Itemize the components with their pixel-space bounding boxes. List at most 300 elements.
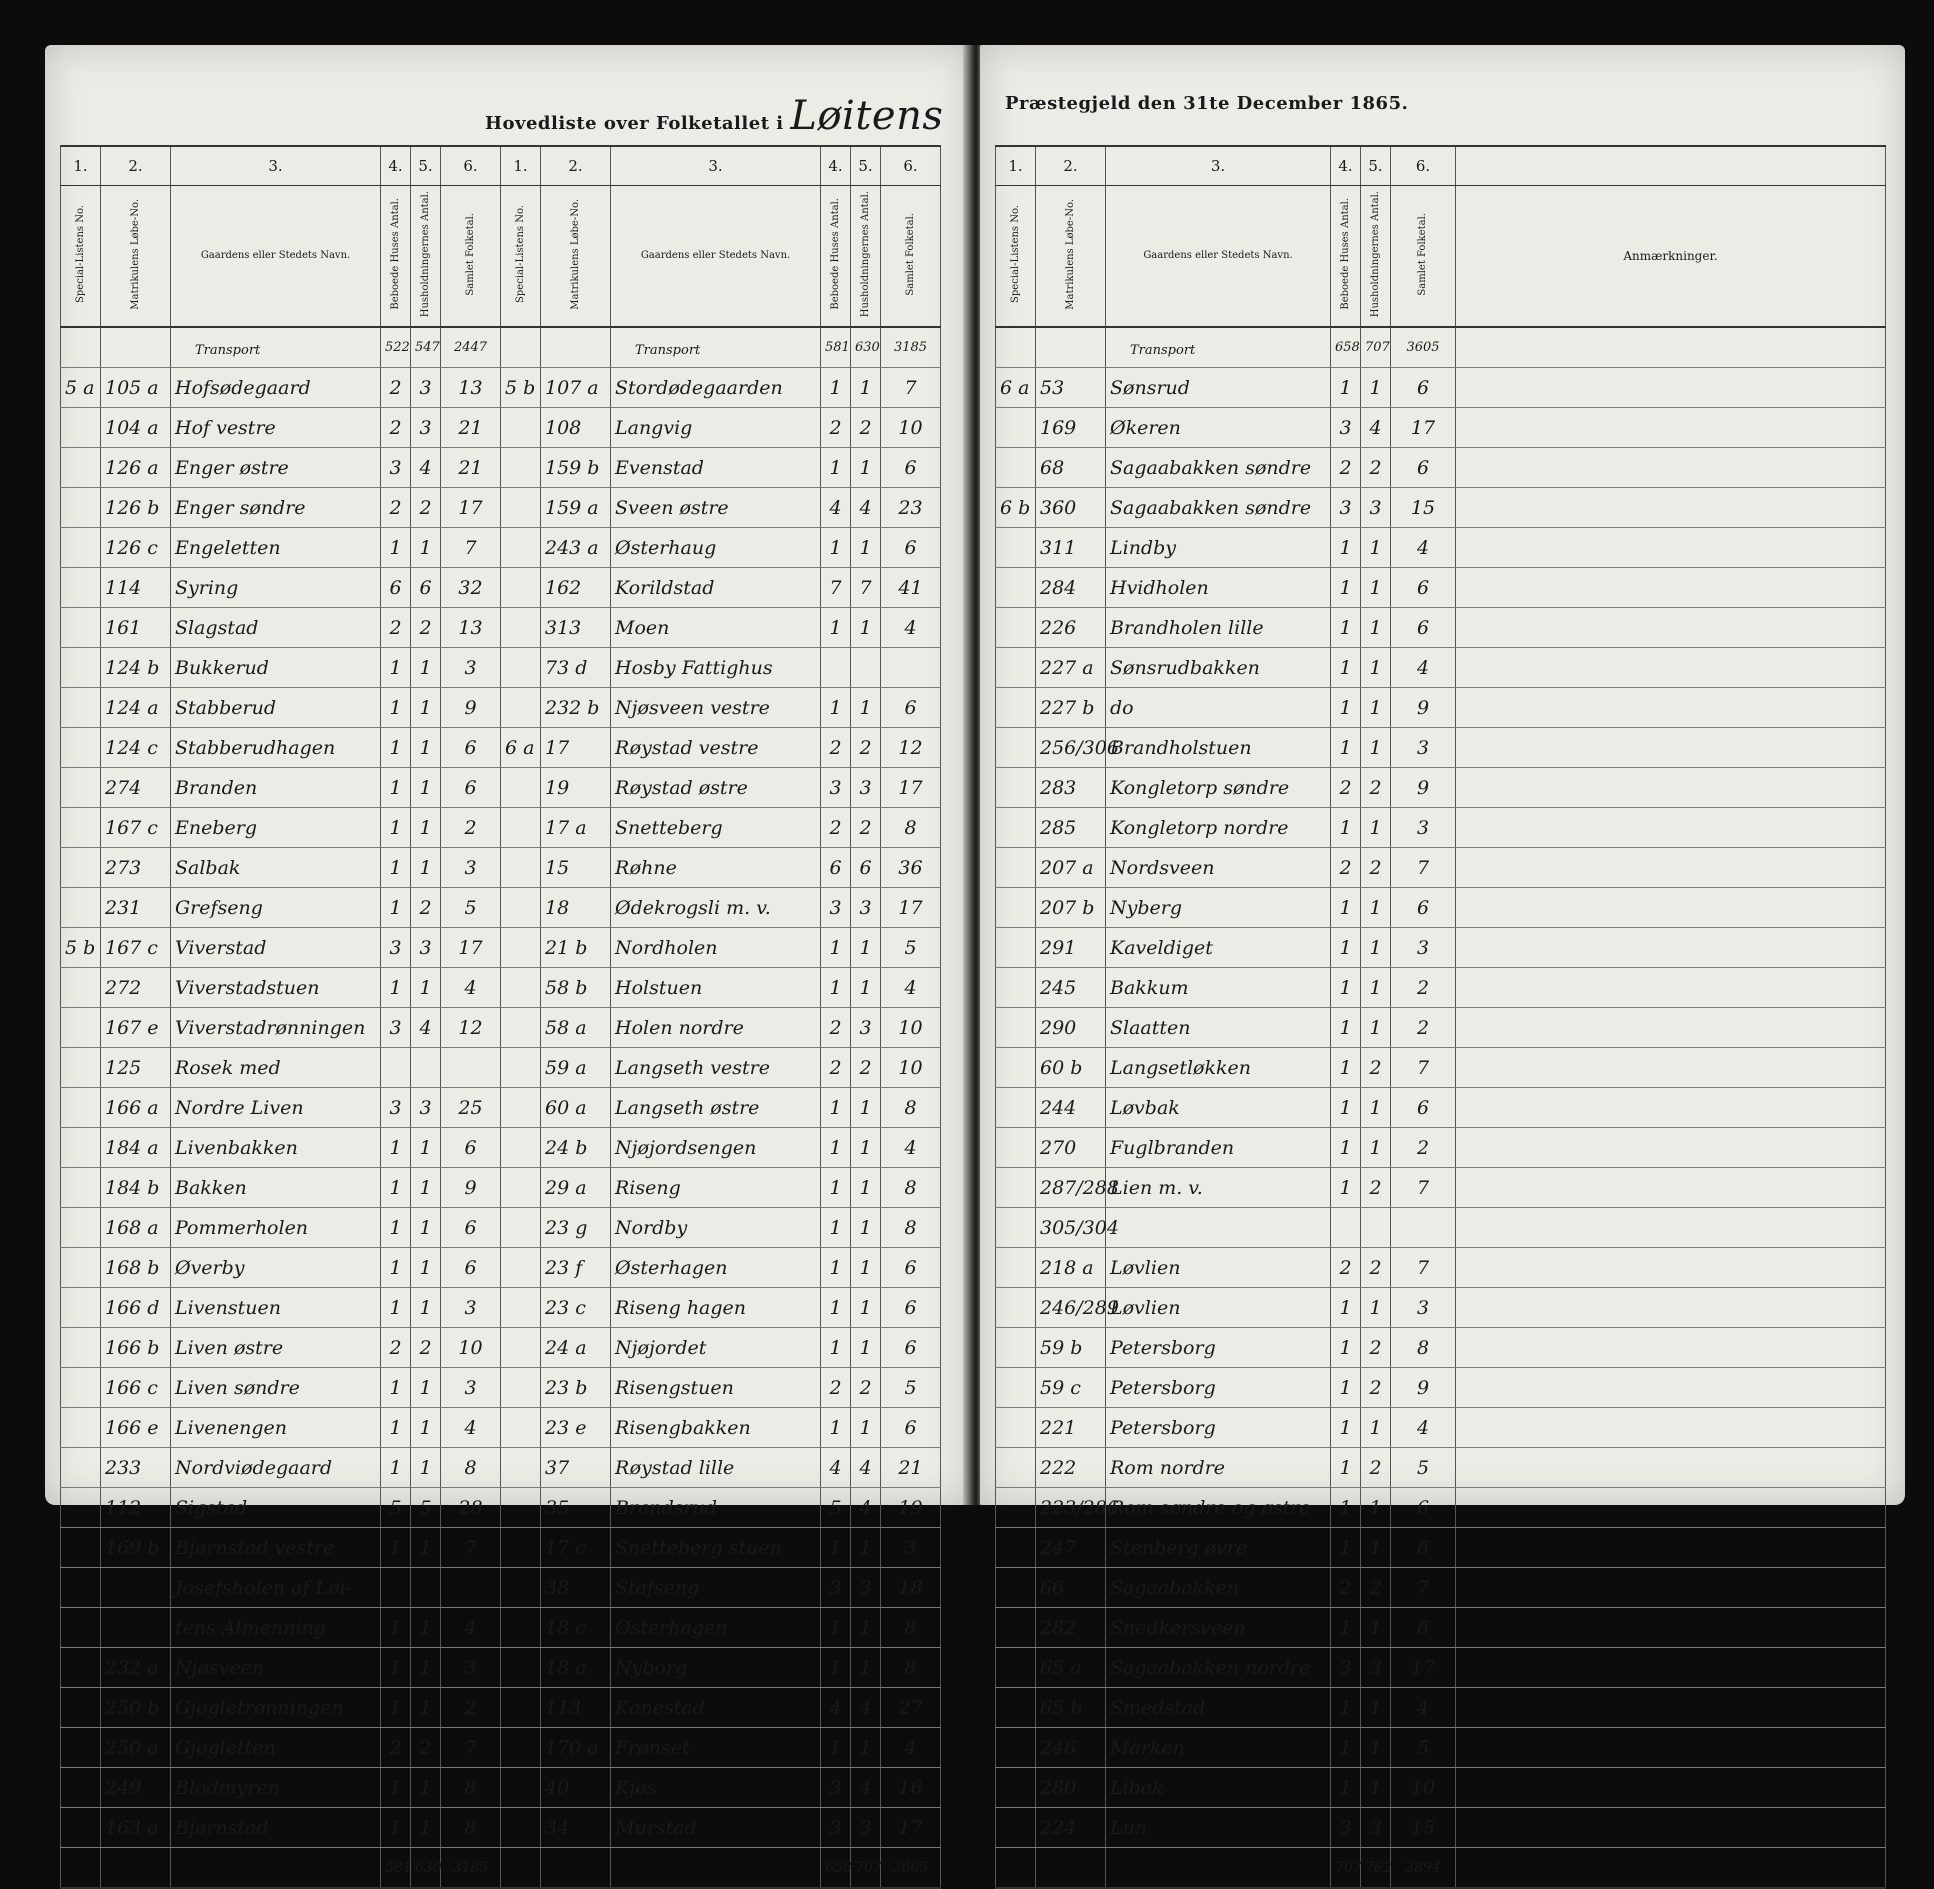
- farm-name: Livenstuen: [171, 1288, 381, 1328]
- header-right: Præstegjeld den 31te December 1865.: [1005, 93, 1409, 114]
- special-list-no: [501, 1488, 541, 1528]
- matrikel-no: 218 a: [1036, 1248, 1106, 1288]
- matrikel-no: 207 a: [1036, 848, 1106, 888]
- population-count: 7: [1391, 1248, 1456, 1288]
- farm-name: Snetteberg stuen: [611, 1528, 821, 1568]
- register-row: [996, 1208, 1886, 1248]
- farm-name: Røhne: [611, 848, 821, 888]
- register-row: [501, 648, 941, 688]
- farm-name: Østerhaug: [611, 528, 821, 568]
- special-list-no: [61, 1608, 101, 1648]
- special-list-no: [996, 1008, 1036, 1048]
- column-header-row: [501, 186, 941, 328]
- farm-name: Sagaabakken søndre: [1106, 448, 1331, 488]
- special-list-no: [996, 448, 1036, 488]
- matrikel-no: 161: [101, 608, 171, 648]
- register-row: [996, 448, 1886, 488]
- special-list-no: [61, 568, 101, 608]
- matrikel-no: [101, 1608, 171, 1648]
- households-count: 1: [411, 688, 441, 728]
- register-row: [61, 1608, 501, 1648]
- special-list-no: [61, 1208, 101, 1248]
- population-count: 9: [1391, 688, 1456, 728]
- column-header-text: Husholdningernes Antal.: [419, 190, 431, 318]
- houses-count: 3: [1331, 488, 1361, 528]
- farm-name: Josefsholen af Løi-: [171, 1568, 381, 1608]
- population-count: 6: [441, 1248, 501, 1288]
- households-count: 630: [851, 327, 881, 368]
- matrikel-no: 15: [541, 848, 611, 888]
- matrikel-no: 184 b: [101, 1168, 171, 1208]
- special-list-no: [996, 1608, 1036, 1648]
- households-count: 2: [1361, 768, 1391, 808]
- matrikel-no: 38: [541, 1568, 611, 1608]
- total-row: [61, 1848, 501, 1889]
- matrikel-no: 126 a: [101, 448, 171, 488]
- matrikel-no: 21 b: [541, 928, 611, 968]
- column-header-c1: [61, 186, 101, 328]
- special-list-no: [996, 327, 1036, 368]
- special-list-no: [501, 1648, 541, 1688]
- special-list-no: [501, 968, 541, 1008]
- population-count: 2: [441, 808, 501, 848]
- column-number: 4.: [1331, 146, 1361, 186]
- population-count: 8: [441, 1448, 501, 1488]
- houses-count: 1: [1331, 368, 1361, 408]
- households-count: 1: [851, 1128, 881, 1168]
- households-count: 1: [411, 1408, 441, 1448]
- special-list-no: [996, 528, 1036, 568]
- matrikel-no: 282: [1036, 1608, 1106, 1648]
- population-count: 21: [881, 1448, 941, 1488]
- special-list-no: [501, 1728, 541, 1768]
- houses-count: 2: [381, 368, 411, 408]
- population-total: 3605: [881, 1848, 941, 1889]
- register-row: [996, 928, 1886, 968]
- population-count: 6: [1391, 568, 1456, 608]
- matrikel-no: 18 c: [541, 1608, 611, 1648]
- farm-name: Petersborg: [1106, 1328, 1331, 1368]
- households-count: 1: [411, 1768, 441, 1808]
- register-row: [996, 368, 1886, 408]
- farm-name: Hvidholen: [1106, 568, 1331, 608]
- households-count: 1: [851, 368, 881, 408]
- population-count: 7: [881, 368, 941, 408]
- column-header-text: Samlet Folketal.: [904, 212, 916, 296]
- households-count: 1: [411, 1688, 441, 1728]
- households-count: 1: [851, 1208, 881, 1248]
- households-count: 1: [851, 1248, 881, 1288]
- matrikel-no: 35: [541, 1488, 611, 1528]
- register-row: [996, 1448, 1886, 1488]
- register-row: [61, 448, 501, 488]
- matrikel-no: 227 b: [1036, 688, 1106, 728]
- farm-name: Kanestad: [611, 1688, 821, 1728]
- households-count: 1: [1361, 888, 1391, 928]
- register-row: [61, 1288, 501, 1328]
- farm-name: Liven søndre: [171, 1368, 381, 1408]
- houses-count: [381, 1048, 411, 1088]
- farm-name: Pommerholen: [171, 1208, 381, 1248]
- farm-name: Stabberudhagen: [171, 728, 381, 768]
- households-count: [411, 1568, 441, 1608]
- matrikel-no: 124 a: [101, 688, 171, 728]
- special-list-no: [61, 728, 101, 768]
- special-list-no: [501, 688, 541, 728]
- register-row: [61, 608, 501, 648]
- column-number-row: [996, 146, 1886, 186]
- column-header-text: Gaardens eller Stedets Navn.: [640, 250, 791, 261]
- households-count: 2: [411, 1728, 441, 1768]
- farm-name: Libak: [1106, 1768, 1331, 1808]
- matrikel-no: 233: [101, 1448, 171, 1488]
- farm-name: Fuglbranden: [1106, 1128, 1331, 1168]
- farm-name: do: [1106, 688, 1331, 728]
- special-list-no: [996, 688, 1036, 728]
- population-count: 5: [441, 888, 501, 928]
- households-count: 5: [411, 1488, 441, 1528]
- houses-count: 1: [1331, 808, 1361, 848]
- houses-count: 1: [381, 1168, 411, 1208]
- houses-count: 1: [1331, 1688, 1361, 1728]
- register-row: [61, 1568, 501, 1608]
- remarks-cell: [1456, 1088, 1886, 1128]
- houses-count: 1: [821, 1528, 851, 1568]
- farm-name: Kjøs: [611, 1768, 821, 1808]
- register-row: [996, 768, 1886, 808]
- population-count: 3: [441, 1288, 501, 1328]
- population-count: 32: [441, 568, 501, 608]
- households-count: 1: [411, 1528, 441, 1568]
- remarks-cell: [1456, 848, 1886, 888]
- houses-count: 3: [381, 928, 411, 968]
- households-count: 2: [1361, 848, 1391, 888]
- farm-name: Løvbak: [1106, 1088, 1331, 1128]
- farm-name: Nordsveen: [1106, 848, 1331, 888]
- households-count: 1: [851, 1728, 881, 1768]
- column-header-text: Matrikulens Løbe-No.: [129, 198, 141, 310]
- households-count: 1: [851, 928, 881, 968]
- register-row: [996, 528, 1886, 568]
- population-count: [1391, 1208, 1456, 1248]
- households-count: 2: [851, 1048, 881, 1088]
- register-table-2: [500, 145, 941, 1889]
- houses-count: 2: [821, 808, 851, 848]
- register-row: [61, 1328, 501, 1368]
- households-count: 2: [1361, 1048, 1391, 1088]
- population-count: [441, 1048, 501, 1088]
- farm-name: Branden: [171, 768, 381, 808]
- population-count: 8: [441, 1768, 501, 1808]
- population-count: 7: [1391, 1048, 1456, 1088]
- column-header-text: Husholdningernes Antal.: [1369, 190, 1381, 318]
- farm-name: Syring: [171, 568, 381, 608]
- register-row: [61, 728, 501, 768]
- register-row: [501, 1008, 941, 1048]
- farm-name: Enger søndre: [171, 488, 381, 528]
- matrikel-no: 23 g: [541, 1208, 611, 1248]
- houses-count: 1: [381, 968, 411, 1008]
- houses-count: 1: [1331, 1488, 1361, 1528]
- farm-name: Østerhagen: [611, 1608, 821, 1648]
- households-count: 1: [1361, 1008, 1391, 1048]
- farm-name: Nordviødegaard: [171, 1448, 381, 1488]
- register-row: [501, 408, 941, 448]
- farm-name: Sagaabakken søndre: [1106, 488, 1331, 528]
- remarks-cell: [1456, 1328, 1886, 1368]
- population-count: 6: [1391, 1088, 1456, 1128]
- matrikel-no: 125: [101, 1048, 171, 1088]
- population-count: 6: [1391, 1488, 1456, 1528]
- register-row: [996, 1688, 1886, 1728]
- special-list-no: [61, 968, 101, 1008]
- population-count: 17: [1391, 1648, 1456, 1688]
- farm-name: Røystad østre: [611, 768, 821, 808]
- houses-count: 1: [821, 688, 851, 728]
- register-row: [501, 768, 941, 808]
- population-count: 3605: [1391, 327, 1456, 368]
- households-count: 1: [411, 1248, 441, 1288]
- register-table-1: [60, 145, 501, 1889]
- population-count: 2: [441, 1688, 501, 1728]
- special-list-no: [501, 1208, 541, 1248]
- matrikel-no: 207 b: [1036, 888, 1106, 928]
- matrikel-no: 105 a: [101, 368, 171, 408]
- special-list-no: [996, 1288, 1036, 1328]
- matrikel-no: 24 b: [541, 1128, 611, 1168]
- remarks-cell: [1456, 1688, 1886, 1728]
- special-list-no: [61, 1088, 101, 1128]
- register-row: [501, 1768, 941, 1808]
- households-count: 1: [1361, 648, 1391, 688]
- houses-count: 1: [821, 1728, 851, 1768]
- special-list-no: 6 a: [996, 368, 1036, 408]
- houses-total: 658: [821, 1848, 851, 1889]
- population-count: 2: [1391, 1128, 1456, 1168]
- special-list-no: [501, 448, 541, 488]
- transport-label: Transport: [195, 342, 261, 358]
- population-count: 19: [881, 1488, 941, 1528]
- households-count: 1: [851, 688, 881, 728]
- households-count: 2: [851, 808, 881, 848]
- houses-count: 1: [1331, 1408, 1361, 1448]
- population-count: 3: [881, 1528, 941, 1568]
- population-count: 4: [881, 968, 941, 1008]
- houses-count: 1: [821, 608, 851, 648]
- matrikel-no: 23 b: [541, 1368, 611, 1408]
- remarks-cell: [1456, 448, 1886, 488]
- register-row: [996, 1008, 1886, 1048]
- special-list-no: [996, 968, 1036, 1008]
- register-row: [501, 808, 941, 848]
- farm-name: Nordholen: [611, 928, 821, 968]
- households-count: 2: [1361, 1328, 1391, 1368]
- remarks-cell: [1456, 608, 1886, 648]
- column-header-text: Special-Listens No.: [1009, 205, 1021, 303]
- matrikel-no: 280: [1036, 1768, 1106, 1808]
- population-count: 6: [1391, 888, 1456, 928]
- column-header-c2: [541, 186, 611, 328]
- houses-count: 3: [381, 448, 411, 488]
- farm-name: Hof vestre: [171, 408, 381, 448]
- matrikel-no: 169 b: [101, 1528, 171, 1568]
- houses-count: 2: [381, 1728, 411, 1768]
- farm-name: Langsetløkken: [1106, 1048, 1331, 1088]
- farm-name: Øverby: [171, 1248, 381, 1288]
- special-list-no: [996, 1248, 1036, 1288]
- matrikel-no: 167 c: [101, 928, 171, 968]
- population-count: 17: [881, 888, 941, 928]
- households-count: [411, 1048, 441, 1088]
- population-count: 8: [881, 1088, 941, 1128]
- farm-name: Riseng: [611, 1168, 821, 1208]
- column-number: 2.: [541, 146, 611, 186]
- special-list-no: [501, 1528, 541, 1568]
- farm-name: Sagaabakken nordre: [1106, 1648, 1331, 1688]
- households-count: 1: [411, 848, 441, 888]
- register-row: [996, 888, 1886, 928]
- houses-count: 1: [1331, 1768, 1361, 1808]
- households-count: 1: [851, 448, 881, 488]
- register-row: [501, 368, 941, 408]
- population-count: 6: [881, 528, 941, 568]
- remarks-cell: [1456, 888, 1886, 928]
- farm-name: Risengbakken: [611, 1408, 821, 1448]
- houses-count: 1: [1331, 1128, 1361, 1168]
- special-list-no: [61, 488, 101, 528]
- remarks-cell: [1456, 528, 1886, 568]
- remarks-cell: [1456, 1288, 1886, 1328]
- total-row: [501, 1848, 941, 1889]
- households-total: 707: [851, 1848, 881, 1889]
- houses-count: 4: [821, 488, 851, 528]
- special-list-no: [501, 1568, 541, 1608]
- households-total: 762: [1361, 1848, 1391, 1889]
- register-row: [996, 568, 1886, 608]
- houses-count: 3: [381, 1008, 411, 1048]
- houses-count: 2: [821, 1008, 851, 1048]
- houses-count: 1: [1331, 688, 1361, 728]
- population-count: 8: [881, 808, 941, 848]
- households-count: 3: [1361, 1808, 1391, 1848]
- farm-name: Livenengen: [171, 1408, 381, 1448]
- register-row: [61, 1728, 501, 1768]
- farm-name: Bakkum: [1106, 968, 1331, 1008]
- farm-name: Kaveldiget: [1106, 928, 1331, 968]
- special-list-no: [501, 1248, 541, 1288]
- households-count: 4: [851, 488, 881, 528]
- register-row: [61, 1768, 501, 1808]
- population-count: 7: [441, 1728, 501, 1768]
- matrikel-no: 247: [1036, 1528, 1106, 1568]
- population-count: 5: [881, 1368, 941, 1408]
- population-count: 9: [441, 1168, 501, 1208]
- matrikel-no: 287/288: [1036, 1168, 1106, 1208]
- population-count: 3: [441, 1368, 501, 1408]
- matrikel-no: 250 b: [101, 1688, 171, 1728]
- farm-name: Liven østre: [171, 1328, 381, 1368]
- households-count: 1: [851, 1288, 881, 1328]
- population-count: 4: [1391, 1408, 1456, 1448]
- houses-count: 1: [381, 1368, 411, 1408]
- column-header-c5: [1361, 186, 1391, 328]
- special-list-no: [61, 1688, 101, 1728]
- special-list-no: [61, 1128, 101, 1168]
- special-list-no: [61, 1248, 101, 1288]
- households-count: 3: [411, 1088, 441, 1128]
- column-header-c4: [1331, 186, 1361, 328]
- households-count: 1: [1361, 1488, 1391, 1528]
- houses-count: 4: [821, 1688, 851, 1728]
- households-count: 1: [411, 1288, 441, 1328]
- matrikel-no: 168 b: [101, 1248, 171, 1288]
- population-count: 16: [881, 1768, 941, 1808]
- farm-name: Eneberg: [171, 808, 381, 848]
- houses-count: 2: [1331, 1568, 1361, 1608]
- farm-name: Salbak: [171, 848, 381, 888]
- population-count: 7: [1391, 1168, 1456, 1208]
- houses-count: 1: [381, 528, 411, 568]
- farm-name: Stabberud: [171, 688, 381, 728]
- matrikel-no: 108: [541, 408, 611, 448]
- population-count: 3185: [881, 327, 941, 368]
- matrikel-no: 23 e: [541, 1408, 611, 1448]
- farm-name: Økeren: [1106, 408, 1331, 448]
- register-row: [501, 728, 941, 768]
- houses-count: 1: [821, 968, 851, 1008]
- houses-count: 1: [381, 768, 411, 808]
- population-count: 6: [1391, 1528, 1456, 1568]
- matrikel-no: 68: [1036, 448, 1106, 488]
- special-list-no: [501, 768, 541, 808]
- matrikel-no: 162: [541, 568, 611, 608]
- special-list-no: [996, 808, 1036, 848]
- header-handwritten-parish: Løitens: [790, 93, 944, 139]
- households-count: 1: [1361, 1408, 1391, 1448]
- matrikel-no: 17 a: [541, 808, 611, 848]
- houses-count: 2: [381, 1328, 411, 1368]
- matrikel-no: 224: [1036, 1808, 1106, 1848]
- households-count: 2: [1361, 1248, 1391, 1288]
- farm-name: Livenbakken: [171, 1128, 381, 1168]
- farm-name: Bjørnstad: [171, 1808, 381, 1848]
- register-row: [501, 1368, 941, 1408]
- special-list-no: [501, 1088, 541, 1128]
- houses-count: 1: [381, 1288, 411, 1328]
- register-row: [61, 1128, 501, 1168]
- farm-name: Stordødegaarden: [611, 368, 821, 408]
- matrikel-no: 159 a: [541, 488, 611, 528]
- population-count: 6: [1391, 368, 1456, 408]
- special-list-no: [996, 1408, 1036, 1448]
- register-row: [501, 1688, 941, 1728]
- register-row: [61, 1528, 501, 1568]
- houses-total: 581: [381, 1848, 411, 1889]
- houses-count: 1: [381, 1208, 411, 1248]
- houses-count: 1: [1331, 928, 1361, 968]
- households-count: 1: [1361, 528, 1391, 568]
- farm-name: Brandholstuen: [1106, 728, 1331, 768]
- column-number: 1.: [501, 146, 541, 186]
- register-row: [501, 1808, 941, 1848]
- households-count: 3: [411, 408, 441, 448]
- matrikel-no: 65 b: [1036, 1688, 1106, 1728]
- matrikel-no: 246/289: [1036, 1288, 1106, 1328]
- houses-count: 2: [821, 408, 851, 448]
- transport-label: Transport: [1130, 342, 1196, 358]
- matrikel-no: 104 a: [101, 408, 171, 448]
- households-count: 1: [851, 1608, 881, 1648]
